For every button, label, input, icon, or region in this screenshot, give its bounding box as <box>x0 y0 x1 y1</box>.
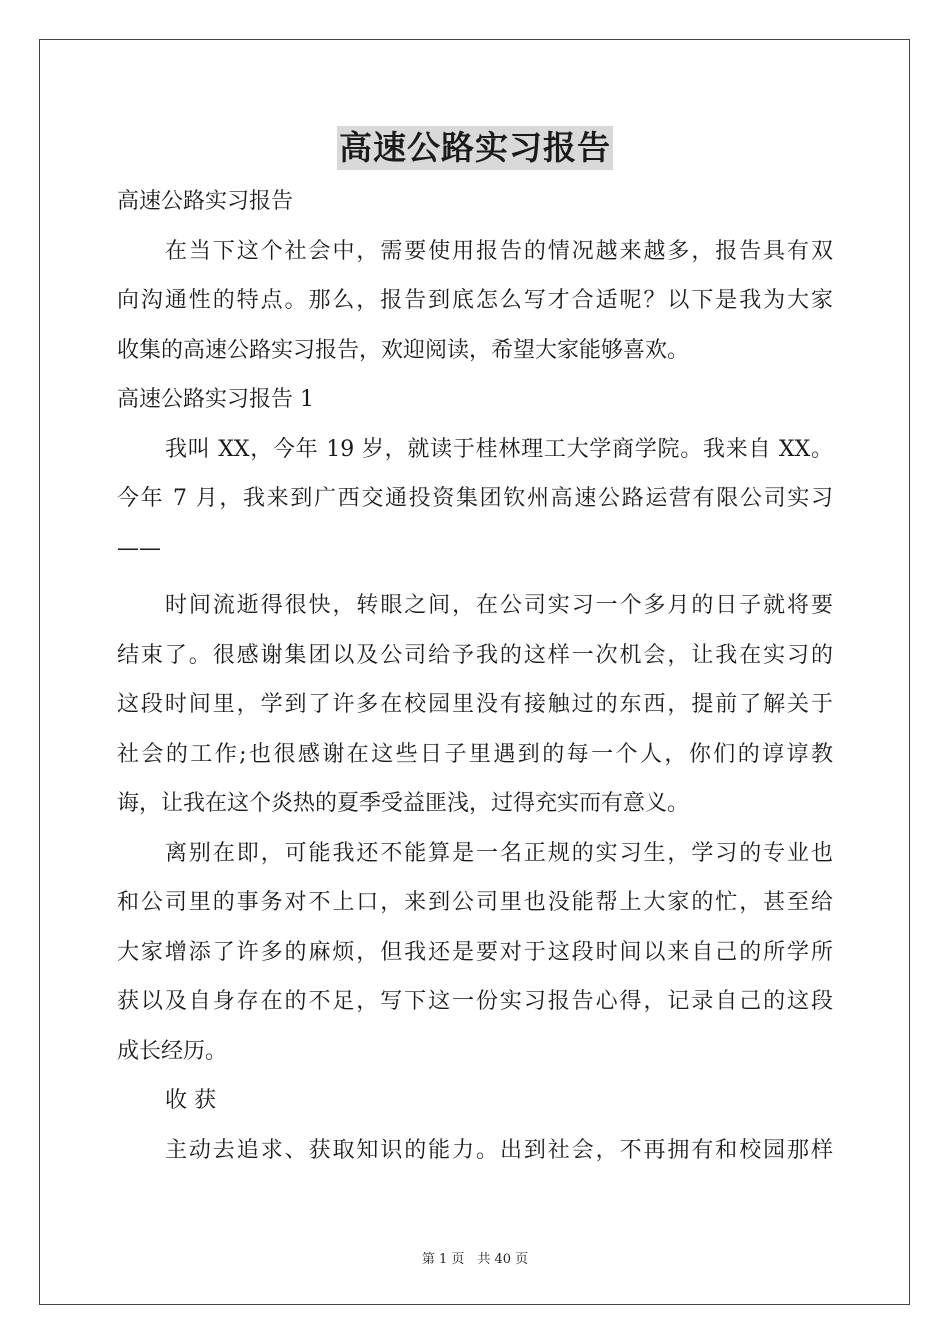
paragraph-line: 这段时间里，学到了许多在校园里没有接触过的东西，提前了解关于 <box>117 692 833 717</box>
document-subtitle: 高速公路实习报告 <box>117 189 294 214</box>
paragraph-line: 今年 7 月，我来到广西交通投资集团钦州高速公路运营有限公司实习 <box>117 486 833 511</box>
title-container <box>0 126 950 170</box>
paragraph-line: 时间流逝得很快，转眼之间，在公司实习一个多月的日子就将要 <box>165 593 833 618</box>
sub-heading: 收 获 <box>165 1088 216 1113</box>
paragraph-line: 收集的高速公路实习报告，欢迎阅读，希望大家能够喜欢。 <box>117 337 690 363</box>
paragraph-line: 大家增添了许多的麻烦，但我还是要对于这段时间以来自己的所学所 <box>117 939 833 965</box>
paragraph-line: 向沟通性的特点。那么，报告到底怎么写才合适呢？以下是我为大家 <box>117 288 833 313</box>
document-body <box>117 177 833 1175</box>
section-heading: 高速公路实习报告 1 <box>117 387 314 412</box>
paragraph-line: 获以及自身存在的不足，写下这一份实习报告心得，记录自己的这段 <box>117 989 833 1014</box>
paragraph-line: 主动去追求、获取知识的能力。出到社会，不再拥有和校园那样 <box>165 1137 833 1163</box>
paragraph-line: —— <box>117 535 161 561</box>
paragraph-line: 离别在即，可能我还不能算是一名正规的实习生，学习的专业也 <box>165 840 833 866</box>
paragraph-line: 和公司里的事务对不上口，来到公司里也没能帮上大家的忙，甚至给 <box>117 890 833 915</box>
document-title: 高速公路实习报告 <box>337 126 613 170</box>
page-number-footer: 第 1 页 共 40 页 <box>421 1252 529 1267</box>
paragraph-line: 我叫 XX，今年 19 岁，就读于桂林理工大学商学院。我来自 XX。 <box>165 436 833 462</box>
paragraph-line: 社会的工作;也很感谢在这些日子里遇到的每一个人，你们的谆谆教 <box>117 741 833 767</box>
paragraph-line: 成长经历。 <box>117 1038 228 1064</box>
paragraph-line: 诲，让我在这个炎热的夏季受益匪浅，过得充实而有意义。 <box>117 791 690 816</box>
paragraph-line: 在当下这个社会中，需要使用报告的情况越来越多，报告具有双 <box>165 238 833 264</box>
paragraph-line: 结束了。很感谢集团以及公司给予我的这样一次机会，让我在实习的 <box>117 642 833 668</box>
